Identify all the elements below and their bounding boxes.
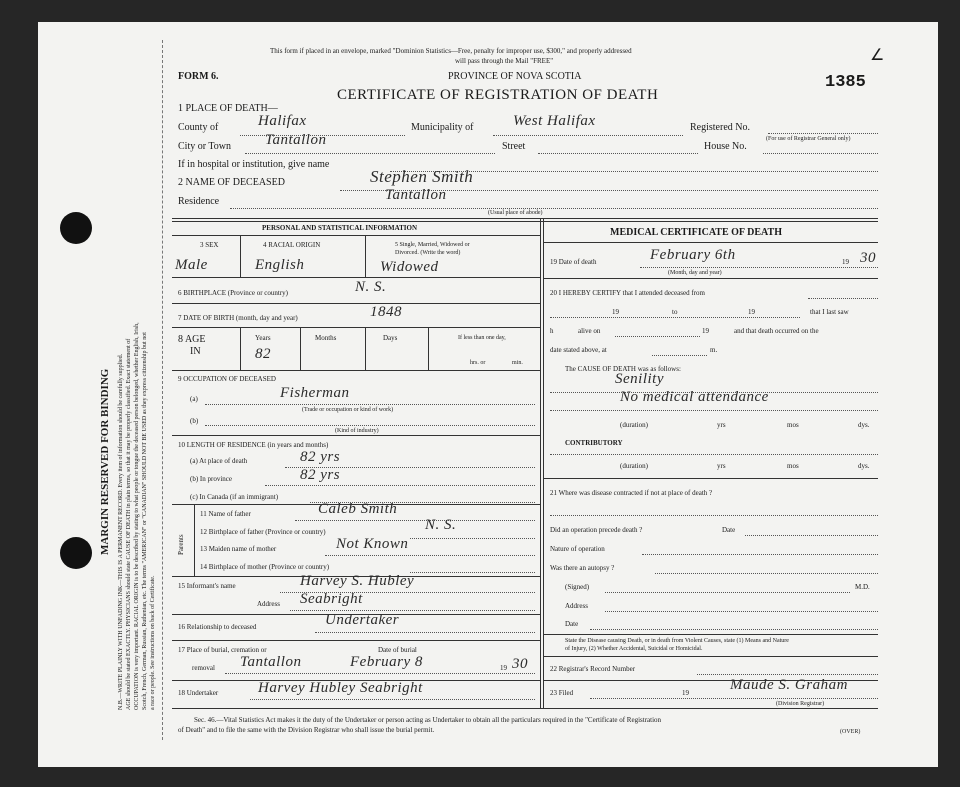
rule bbox=[543, 242, 878, 243]
operation-label: Did an operation precede death ? bbox=[550, 526, 643, 534]
certify-line-2-blank bbox=[550, 317, 800, 318]
burial-place-value: Tantallon bbox=[240, 654, 302, 670]
marital-value: Widowed bbox=[380, 259, 439, 275]
margin-instruction-line: a race or people. See instructions on back of Certificate. bbox=[150, 575, 156, 710]
house-no-label: House No. bbox=[704, 141, 747, 152]
burial-date-value: February 8 bbox=[350, 654, 423, 670]
rule bbox=[365, 235, 366, 277]
dob-label: 7 DATE OF BIRTH (month, day and year) bbox=[178, 314, 298, 322]
informant-value: Harvey S. Hubley bbox=[300, 573, 415, 589]
occupation-value: Fisherman bbox=[280, 385, 350, 401]
record-number-label: 22 Registrar's Record Number bbox=[550, 665, 636, 673]
binder-hole-bottom bbox=[60, 537, 92, 569]
certify-3-19: 19 bbox=[702, 327, 709, 335]
certify-line-1-blank bbox=[808, 298, 878, 299]
contracted-label: 21 Where was disease contracted if not at place of death ? bbox=[550, 489, 713, 497]
autopsy-label: Was there an autopsy ? bbox=[550, 564, 615, 572]
age-label-2: IN bbox=[190, 346, 201, 357]
death-date-label: 19 Date of death bbox=[550, 258, 597, 266]
undertaker-line bbox=[250, 699, 535, 700]
undertaker-value: Harvey Hubley Seabright bbox=[258, 680, 423, 696]
municipality-line bbox=[493, 135, 683, 136]
death-year-prefix: 19 bbox=[842, 258, 849, 266]
cause-2-value: No medical attendance bbox=[620, 389, 769, 405]
deceased-name-value: Stephen Smith bbox=[370, 167, 474, 186]
certify-4-m: m. bbox=[710, 346, 718, 354]
months-label: Months bbox=[315, 334, 337, 342]
envelope-note: This form if placed in an envelope, marked "Dominion Statistics—Free, penalty for improper use, $300," and properly addressed bbox=[270, 47, 632, 55]
province-label: PROVINCE OF NOVA SCOTIA bbox=[448, 71, 582, 82]
mother-birthplace-label: 14 Birthplace of mother (Province or country) bbox=[200, 563, 330, 571]
street-label: Street bbox=[502, 141, 526, 152]
residence-note: (Usual place of abode) bbox=[488, 210, 543, 216]
footer-line-1: Sec. 46.—Vital Statistics Act makes it the duty of the Undertaker or person acting as Undertaker to obtain all the particulars required in the "Certificate of Registration bbox=[194, 716, 662, 724]
undertaker-label: 18 Undertaker bbox=[178, 689, 219, 697]
street-line bbox=[538, 153, 698, 154]
father-value: Caleb Smith bbox=[318, 501, 398, 517]
duration-1-dys: dys. bbox=[858, 421, 870, 429]
binding-margin-label: MARGIN RESERVED FOR BINDING bbox=[99, 368, 111, 555]
personal-section-title: PERSONAL AND STATISTICAL INFORMATION bbox=[262, 224, 418, 232]
rule bbox=[194, 504, 195, 576]
residence-line bbox=[230, 208, 878, 209]
father-label: 11 Name of father bbox=[200, 510, 251, 518]
occupation-note: (Trade or occupation or kind of work) bbox=[302, 407, 394, 413]
res-b-value: 82 yrs bbox=[300, 467, 341, 483]
informant-address-label: Address bbox=[257, 600, 280, 608]
relationship-line bbox=[315, 632, 535, 633]
margin-instruction-line: Scotch, French, German, Russian, Ruthenian, etc. The terms "AMERICAN" or "CANADIAN" SHOULD NOT BE USED as they express citizenship but not bbox=[142, 332, 148, 710]
occupation-b-label: (b) bbox=[190, 417, 199, 425]
rule bbox=[543, 656, 878, 657]
municipality-value: West Halifax bbox=[513, 113, 596, 129]
registrar-signature: Maude S. Graham bbox=[730, 677, 848, 693]
burial-year-prefix: 19 bbox=[500, 664, 507, 672]
certify-2-19b: 19 bbox=[748, 308, 755, 316]
death-date-line bbox=[640, 267, 878, 268]
rule bbox=[172, 235, 540, 236]
mother-birthplace-line bbox=[410, 572, 535, 573]
rule bbox=[240, 235, 241, 277]
relationship-value: Undertaker bbox=[325, 612, 400, 628]
age-label: 8 AGE bbox=[178, 334, 206, 345]
years-label: Years bbox=[255, 334, 271, 342]
duration-2-yrs: yrs bbox=[717, 462, 726, 470]
birthplace-label: 6 BIRTHPLACE (Province or country) bbox=[178, 289, 289, 297]
dob-value: 1848 bbox=[370, 304, 402, 320]
envelope-note-2: will pass through the Mail "FREE" bbox=[455, 57, 554, 65]
certify-4-date: date stated above, at bbox=[550, 346, 607, 354]
record-number-line bbox=[697, 674, 878, 675]
operation-nature-line bbox=[642, 554, 878, 555]
table-top-border bbox=[172, 218, 878, 219]
industry-line bbox=[205, 425, 535, 426]
operation-date-label: Date bbox=[722, 526, 736, 534]
violent-note-2: of Injury, (2) Whether Accidental, Suicidal or Homicidal. bbox=[565, 646, 703, 652]
municipality-label: Municipality of bbox=[411, 122, 474, 133]
medical-date-label: Date bbox=[565, 620, 579, 628]
medical-address-line bbox=[605, 611, 878, 612]
filed-label: 23 Filed bbox=[550, 689, 574, 697]
binder-hole-top bbox=[60, 212, 92, 244]
years-value: 82 bbox=[255, 346, 271, 362]
burial-line bbox=[225, 673, 535, 674]
filed-year-prefix: 19 bbox=[682, 689, 689, 697]
rule bbox=[543, 478, 878, 479]
operation-date-line bbox=[745, 535, 878, 536]
occupation-a-label: (a) bbox=[190, 395, 198, 403]
parents-label: Parents bbox=[177, 534, 185, 555]
burial-label-2: removal bbox=[192, 664, 215, 672]
page-title: CERTIFICATE OF REGISTRATION OF DEATH bbox=[337, 87, 659, 103]
informant-label: 15 Informant's name bbox=[178, 582, 236, 590]
table-top-border-2 bbox=[172, 221, 878, 222]
industry-note: (Kind of industry) bbox=[335, 428, 379, 434]
certify-3-death: and that death occurred on the bbox=[734, 327, 819, 335]
residence-length-label: 10 LENGTH OF RESIDENCE (in years and months) bbox=[178, 441, 329, 449]
burial-label: 17 Place of burial, cremation or bbox=[178, 646, 267, 654]
death-date-note: (Month, day and year) bbox=[668, 270, 722, 276]
medical-section-title: MEDICAL CERTIFICATE OF DEATH bbox=[610, 227, 782, 238]
father-birthplace-line bbox=[410, 538, 535, 539]
registered-no-note: (For use of Registrar General only) bbox=[766, 136, 851, 142]
occupation-line bbox=[205, 404, 535, 405]
certify-line-3-blank bbox=[615, 336, 700, 337]
death-date-value: February 6th bbox=[650, 247, 736, 263]
death-year-value: 30 bbox=[860, 250, 876, 266]
days-label: Days bbox=[383, 334, 398, 342]
residence-value: Tantallon bbox=[385, 187, 447, 203]
form-number: FORM 6. bbox=[178, 71, 219, 82]
contracted-line bbox=[550, 515, 878, 516]
rule bbox=[240, 327, 241, 370]
certify-2-19a: 19 bbox=[612, 308, 619, 316]
hrs-label: hrs. or bbox=[470, 360, 486, 366]
rule bbox=[172, 327, 540, 328]
county-value: Halifax bbox=[258, 113, 307, 129]
house-no-line bbox=[763, 153, 878, 154]
signed-line bbox=[605, 592, 850, 593]
rule bbox=[172, 640, 540, 641]
cause-line-2 bbox=[550, 410, 878, 411]
contributory-label: CONTRIBUTORY bbox=[565, 439, 623, 447]
rule bbox=[543, 634, 878, 635]
city-line bbox=[245, 153, 495, 154]
marital-label: 5 Single, Married, Widowed or bbox=[395, 242, 470, 248]
medical-address-label: Address bbox=[565, 602, 588, 610]
duration-1-label: (duration) bbox=[620, 421, 648, 429]
rule bbox=[428, 327, 429, 370]
informant-address-value: Seabright bbox=[300, 591, 363, 607]
father-birthplace-label: 12 Birthplace of father (Province or country) bbox=[200, 528, 326, 536]
res-b-line bbox=[265, 485, 535, 486]
res-a-value: 82 yrs bbox=[300, 449, 341, 465]
racial-origin-label: 4 RACIAL ORIGIN bbox=[263, 241, 321, 249]
autopsy-line bbox=[655, 573, 878, 574]
violent-note: State the Disease causing Death, or in death from Violent Causes, state (1) Means and Nature bbox=[565, 638, 789, 644]
duration-2-label: (duration) bbox=[620, 462, 648, 470]
residence-label: Residence bbox=[178, 196, 220, 207]
mother-value: Not Known bbox=[336, 536, 409, 552]
registered-no-line bbox=[768, 133, 878, 134]
registrar-note: (Division Registrar) bbox=[776, 701, 825, 707]
res-a-label: (a) At place of death bbox=[190, 457, 248, 465]
duration-1-yrs: yrs bbox=[717, 421, 726, 429]
certificate-number: 1385 bbox=[825, 73, 866, 92]
contributory-line bbox=[550, 454, 878, 455]
signed-label: (Signed) bbox=[565, 583, 590, 591]
registered-no-label: Registered No. bbox=[690, 122, 750, 133]
mother-line bbox=[325, 555, 535, 556]
min-label: min. bbox=[512, 360, 523, 366]
operation-nature-label: Nature of operation bbox=[550, 545, 605, 553]
res-b-label: (b) In province bbox=[190, 475, 232, 483]
deceased-name-label: 2 NAME OF DECEASED bbox=[178, 177, 285, 188]
rule bbox=[300, 327, 301, 370]
birthplace-value: N. S. bbox=[355, 279, 387, 295]
rule bbox=[543, 278, 878, 279]
informant-address-line bbox=[290, 610, 535, 611]
sex-label: 3 SEX bbox=[200, 241, 219, 249]
rule bbox=[172, 370, 540, 371]
burial-year-value: 30 bbox=[512, 656, 528, 672]
corner-mark: ∠ bbox=[870, 47, 885, 64]
footer-line-2: of Death" and to file the same with the Division Registrar who shall issue the burial permit. bbox=[178, 726, 435, 734]
racial-origin-value: English bbox=[255, 257, 305, 273]
medical-date-line bbox=[590, 629, 878, 630]
burial-date-label: Date of burial bbox=[378, 646, 417, 654]
margin-instruction-line: OCCUPATION is very important. RACIAL ORIGIN is to be described by stating to what people or tongue the deceased person belonged, whether English, Irish, bbox=[134, 322, 140, 710]
cause-label: The CAUSE OF DEATH was as follows: bbox=[565, 365, 681, 373]
certify-2-last: that I last saw bbox=[810, 308, 849, 316]
footer-over: (OVER) bbox=[840, 729, 861, 735]
filed-line bbox=[590, 698, 878, 699]
city-value: Tantallon bbox=[265, 132, 327, 148]
certify-3-alive: alive on bbox=[578, 327, 601, 335]
county-label: County of bbox=[178, 122, 219, 133]
margin-instruction-line: N.B.—WRITE PLAINLY WITH UNFADING INK—THIS IS A PERMANENT RECORD. Every item of information should be carefully supplied. bbox=[118, 353, 124, 710]
city-label: City or Town bbox=[178, 141, 232, 152]
duration-2-dys: dys. bbox=[858, 462, 870, 470]
rule bbox=[172, 303, 540, 304]
father-birthplace-value: N. S. bbox=[425, 517, 457, 533]
sex-value: Male bbox=[175, 257, 208, 273]
md-label: M.D. bbox=[855, 583, 870, 591]
certify-2-to: to bbox=[672, 308, 678, 316]
rule bbox=[172, 277, 540, 278]
place-of-death-heading: 1 PLACE OF DEATH— bbox=[178, 103, 278, 114]
certify-3-h: h bbox=[550, 327, 554, 335]
margin-instruction-line: AGE should be stated EXACTLY. PHYSICIANS should state CAUSE OF DEATH in plain terms, so that it may be properly classified. Exact statement of bbox=[126, 338, 132, 710]
marital-label-2: Divorced. (Write the word) bbox=[395, 250, 461, 256]
duration-2-mos: mos bbox=[787, 462, 799, 470]
res-c-label: (c) In Canada (if an immigrant) bbox=[190, 493, 279, 501]
mother-label: 13 Maiden name of mother bbox=[200, 545, 277, 553]
hospital-label: If in hospital or institution, give name bbox=[178, 159, 330, 170]
father-line bbox=[295, 520, 535, 521]
certify-line-4-blank bbox=[652, 355, 707, 356]
relationship-label: 16 Relationship to deceased bbox=[178, 623, 257, 631]
duration-1-mos: mos bbox=[787, 421, 799, 429]
certify-line-1: 20 I HEREBY CERTIFY that I attended deceased from bbox=[550, 289, 705, 297]
cause-1-value: Senility bbox=[615, 371, 664, 387]
occupation-label: 9 OCCUPATION OF DECEASED bbox=[178, 375, 276, 383]
table-bottom-border bbox=[172, 708, 878, 709]
less-than-day-label: If less than one day, bbox=[458, 335, 506, 341]
rule bbox=[172, 435, 540, 436]
center-divider bbox=[540, 218, 541, 708]
rule bbox=[365, 327, 366, 370]
margin-rule bbox=[162, 40, 163, 740]
